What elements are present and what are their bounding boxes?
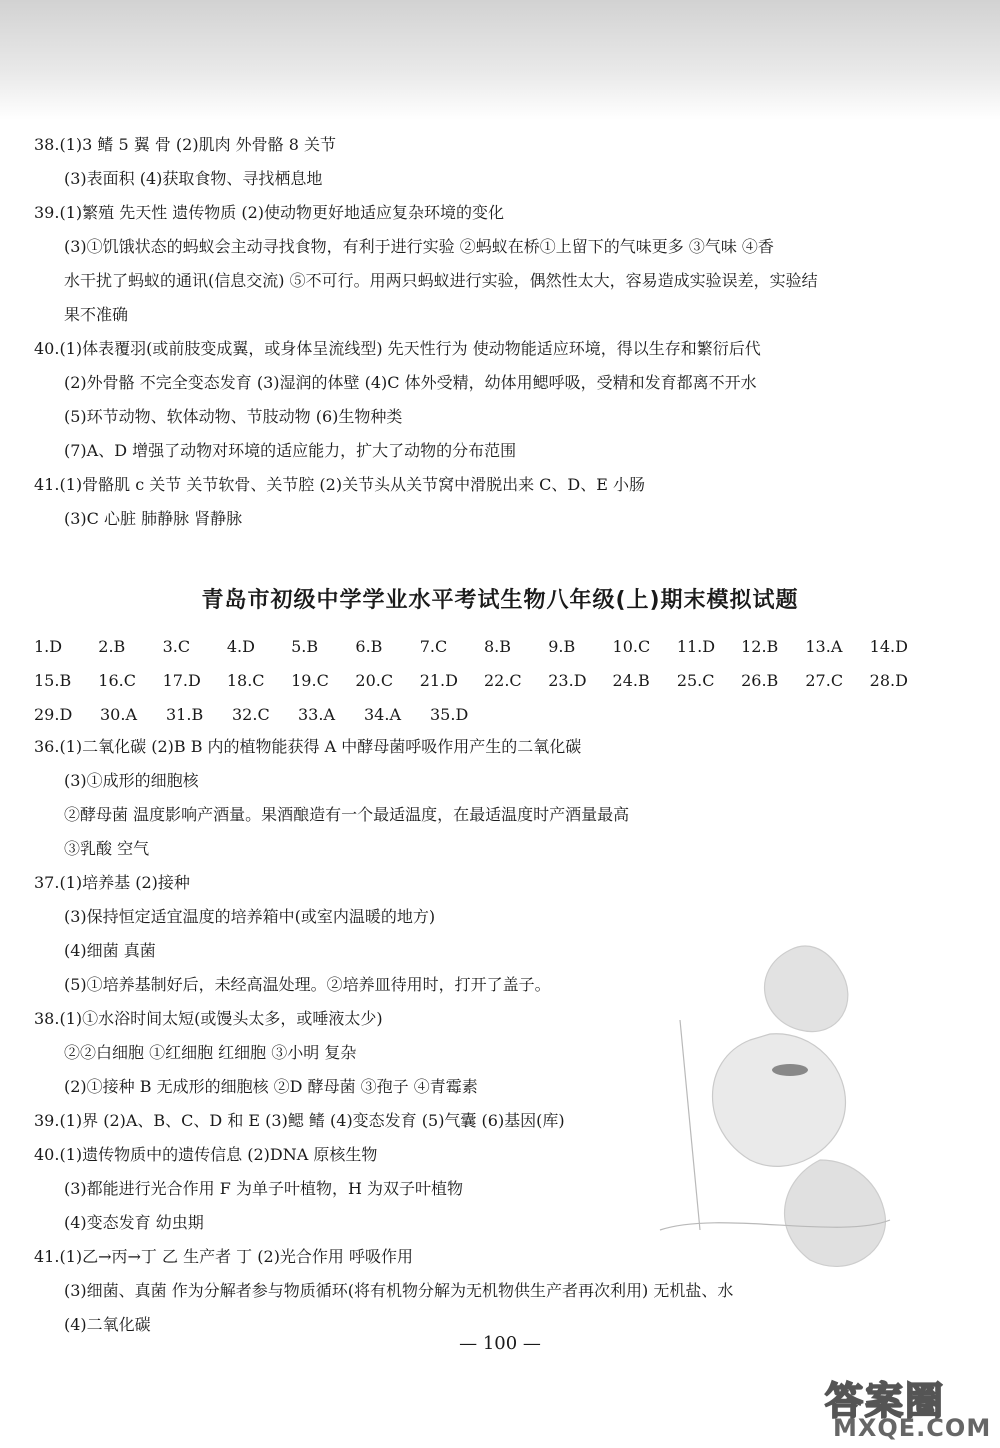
answer-line: 水干扰了蚂蚁的通讯(信息交流) ⑤不可行。用两只蚂蚁进行实验，偶然性太大，容易造成实验误差，实验结 (64, 271, 818, 290)
answer-line: (3)①成形的细胞核 (64, 771, 199, 790)
mc-answer: 30.A (100, 705, 137, 724)
answer-line: ②②白细胞 ①红细胞 红细胞 ③小明 复杂 (64, 1043, 357, 1062)
answer-line: (7)A、D 增强了动物对环境的适应能力，扩大了动物的分布范围 (64, 441, 517, 460)
answer-line: (4)变态发育 幼虫期 (64, 1213, 204, 1232)
answer-line: ②酵母菌 温度影响产酒量。果酒酿造有一个最适温度，在最适温度时产酒量最高 (64, 805, 630, 824)
answer-line: 38.(1)①水浴时间太短(或馒头太多，或唾液太少) (34, 1009, 383, 1028)
answer-line: 果不准确 (64, 305, 129, 324)
pencil-sketch-drawing (640, 930, 900, 1290)
answer-line: (3)保持恒定适宜温度的培养箱中(或室内温暖的地方) (64, 907, 436, 926)
answer-line: 41.(1)乙→丙→丁 乙 生产者 丁 (2)光合作用 呼吸作用 (34, 1247, 414, 1266)
mc-row (34, 630, 934, 664)
watermark-logo (825, 1370, 995, 1445)
mc-answer: 8.B (483, 637, 511, 656)
multiple-choice-answers (34, 630, 934, 732)
mc-answer: 34.A (364, 705, 401, 724)
mc-answer: 29.D (34, 705, 73, 724)
mc-row (34, 664, 934, 698)
answer-line: 39.(1)繁殖 先天性 遗传物质 (2)使动物更好地适应复杂环境的变化 (34, 203, 505, 222)
mc-answer: 24.B (612, 671, 650, 690)
mc-answer: 25.C (676, 671, 715, 690)
exam-title: 青岛市初级中学学业水平考试生物八年级(上)期末模拟试题 (201, 588, 799, 613)
answer-line: 37.(1)培养基 (2)接种 (34, 873, 190, 892)
watermark-text: 答案圈 (825, 1379, 946, 1423)
answer-line: 40.(1)遗传物质中的遗传信息 (2)DNA 原核生物 (34, 1145, 378, 1164)
mc-answer: 20.C (355, 671, 394, 690)
mc-answer: 5.B (291, 637, 319, 656)
mc-answer: 6.B (355, 637, 383, 656)
mc-answer: 19.C (291, 671, 329, 690)
answer-line: 40.(1)体表覆羽(或前肢变成翼，或身体呈流线型) 先天性行为 使动物能适应环境，得以生存和繁衍后代 (34, 339, 761, 358)
page-number: — 100 — (459, 1333, 541, 1354)
watermark-url: MXQE.COM (833, 1414, 992, 1442)
answer-line: ③乳酸 空气 (64, 839, 150, 858)
answer-line: 39.(1)界 (2)A、B、C、D 和 E (3)鳃 鳍 (4)变态发育 (5)气囊 (6)基因(库) (34, 1111, 565, 1130)
answer-line: 38.(1)3 鳍 5 翼 骨 (2)肌肉 外骨骼 8 关节 (34, 135, 337, 154)
answer-line: (3)①饥饿状态的蚂蚁会主动寻找食物，有利于进行实验 ②蚂蚁在桥①上留下的气味更多 ③气味 ④香 (64, 237, 774, 256)
answer-line: 41.(1)骨骼肌 c 关节 关节软骨、关节腔 (2)关节头从关节窝中滑脱出来 C、D、E 小肠 (34, 475, 646, 494)
mc-answer: 16.C (98, 671, 136, 690)
mc-answer: 35.D (430, 705, 469, 724)
mc-answer: 18.C (226, 671, 265, 690)
mc-answer: 9.B (548, 637, 576, 656)
scan-top-shadow (0, 0, 1000, 120)
mc-answer: 26.B (741, 671, 779, 690)
mc-answer: 1.D (34, 637, 63, 656)
mc-answer: 23.D (548, 671, 587, 690)
answer-line: (4)二氧化碳 (64, 1315, 151, 1334)
answer-line: (5)环节动物、软体动物、节肢动物 (6)生物种类 (64, 407, 403, 426)
mc-answer: 15.B (34, 671, 72, 690)
mc-answer: 13.A (805, 637, 843, 656)
mc-answer: 2.B (98, 637, 126, 656)
answer-line: (3)C 心脏 肺静脉 肾静脉 (64, 509, 243, 528)
mc-answer: 11.D (676, 637, 716, 656)
mc-answer: 7.C (419, 637, 448, 656)
mc-row (34, 698, 934, 732)
mc-answer: 22.C (483, 671, 522, 690)
answer-line: (3)都能进行光合作用 F 为单子叶植物，H 为双子叶植物 (64, 1179, 463, 1198)
answer-line: 36.(1)二氧化碳 (2)B B 内的植物能获得 A 中酵母菌呼吸作用产生的二氧化碳 (34, 737, 582, 756)
mc-answer: 14.D (869, 637, 908, 656)
answer-line: (3)细菌、真菌 作为分解者参与物质循环(将有机物分解为无机物供生产者再次利用) 无机盐、水 (64, 1281, 734, 1300)
mc-answer: 4.D (226, 637, 255, 656)
mc-answer: 32.C (232, 705, 270, 724)
answer-line: (2)①接种 B 无成形的细胞核 ②D 酵母菌 ③孢子 ④青霉素 (64, 1077, 478, 1096)
mc-answer: 31.B (166, 705, 204, 724)
mc-answer: 10.C (612, 637, 651, 656)
answer-line: (2)外骨骼 不完全变态发育 (3)湿润的体壁 (4)C 体外受精，幼体用鳃呼吸，受精和发育都离不开水 (64, 373, 757, 392)
answer-line: (4)细菌 真菌 (64, 941, 156, 960)
answer-line: (3)表面积 (4)获取食物、寻找栖息地 (64, 169, 323, 188)
answers-previous-exam (34, 128, 934, 536)
answer-line: (5)①培养基制好后，未经高温处理。②培养皿待用时，打开了盖子。 (64, 975, 551, 994)
mc-answer: 17.D (162, 671, 201, 690)
mc-answer: 27.C (805, 671, 844, 690)
mc-answer: 3.C (162, 637, 191, 656)
mc-answer: 28.D (869, 671, 908, 690)
mc-answer: 12.B (741, 637, 779, 656)
mc-answer: 33.A (298, 705, 335, 724)
mc-answer: 21.D (419, 671, 458, 690)
